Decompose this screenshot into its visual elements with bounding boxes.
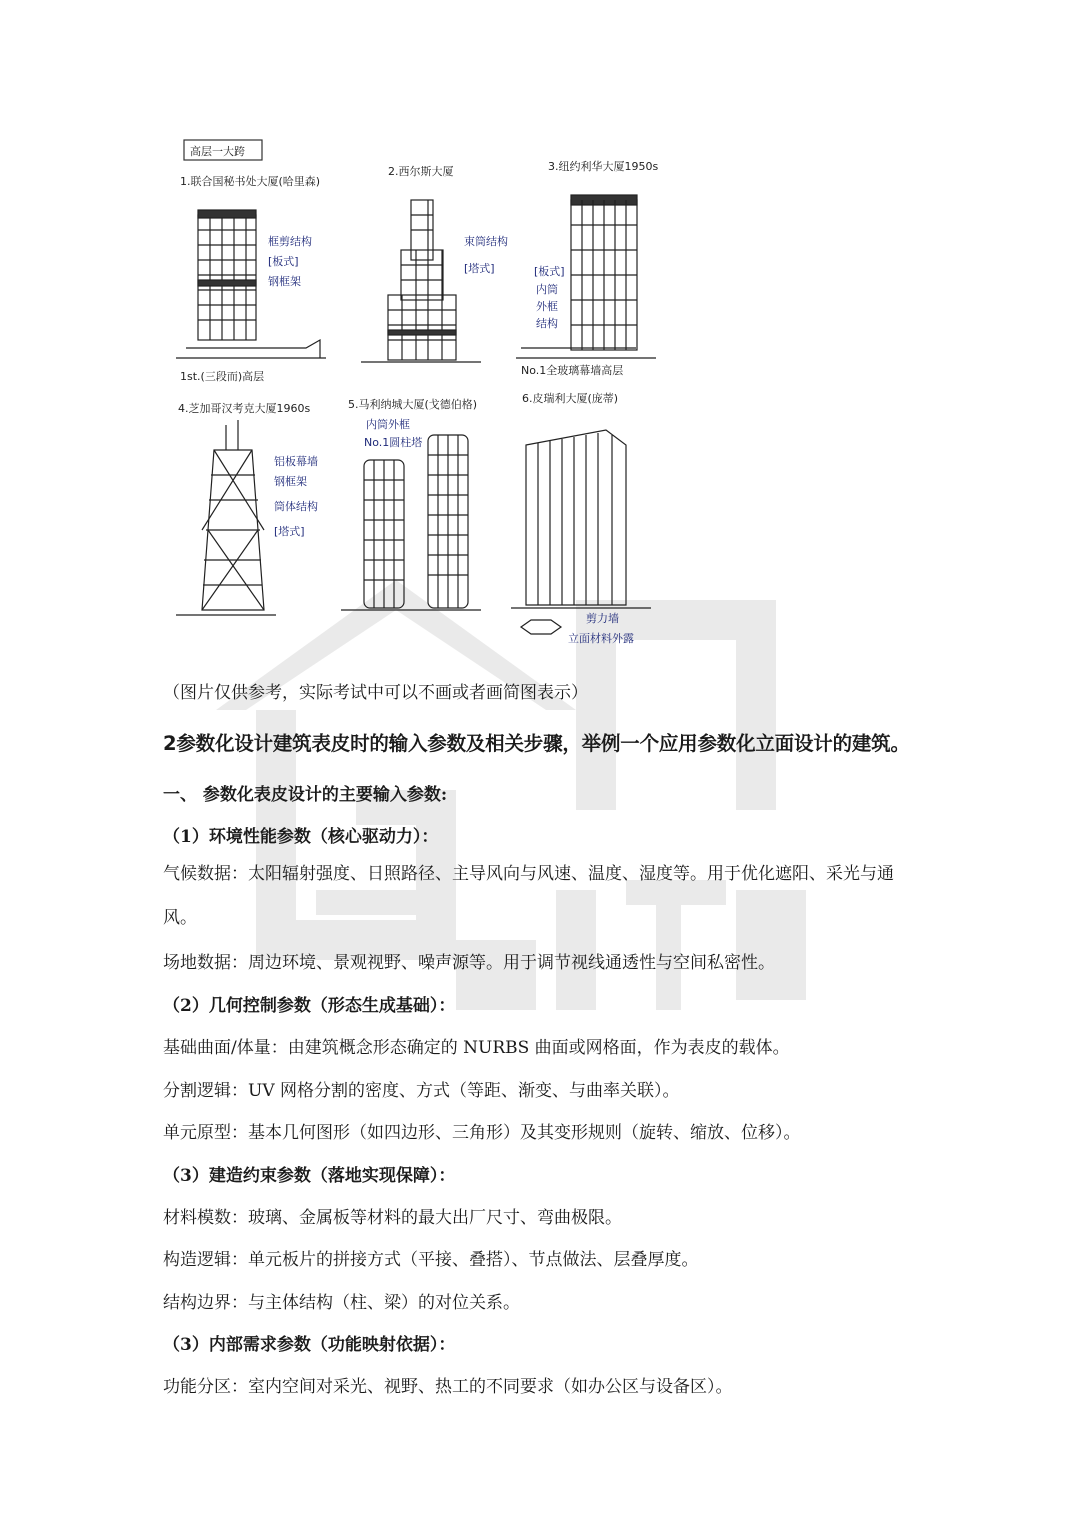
subsection-4-title: （3）内部需求参数（功能映射依据）： bbox=[163, 1335, 456, 1355]
structure-boundary-text: 结构边界：与主体结构（柱、梁）的对位关系。 bbox=[163, 1293, 520, 1313]
sketch-header: 高层一大跨 bbox=[190, 145, 245, 158]
sketch-note-5-2: No.1圆柱塔 bbox=[364, 436, 423, 449]
subsection-2-title: （2）几何控制参数（形态生成基础）： bbox=[163, 996, 456, 1016]
section-1-title: 一、 参数化表皮设计的主要输入参数: bbox=[163, 785, 448, 805]
unit-prototype-text: 单元原型：基本几何图形（如四边形、三角形）及其变形规则（旋转、缩放、位移）。 bbox=[163, 1123, 801, 1143]
subsection-3-title: （3）建造约束参数（落地实现保障）： bbox=[163, 1166, 456, 1186]
building-sketch-image bbox=[166, 130, 662, 655]
image-caption: （图片仅供参考，实际考试中可以不画或者画简图表示） bbox=[163, 683, 588, 703]
sketch-note-3-4: 结构 bbox=[536, 317, 558, 330]
climate-data-text: 气候数据：太阳辐射强度、日照路径、主导风向与风速、温度、湿度等。用于优化遮阳、采光与通风。 bbox=[163, 864, 894, 928]
sketch-note-4-2: 钢框架 bbox=[274, 475, 307, 488]
sketch-note-4-3: 筒体结构 bbox=[274, 500, 318, 513]
sketch-title-4: 4.芝加哥汉考克大厦1960s bbox=[178, 402, 311, 415]
sketch-note-1-3: 钢框架 bbox=[268, 275, 301, 288]
construction-logic-text: 构造逻辑：单元板片的拼接方式（平接、叠搭）、节点做法、层叠厚度。 bbox=[163, 1250, 699, 1270]
sketch-title-5: 5.马利纳城大厦(戈德伯格) bbox=[348, 398, 478, 411]
sketch-note-3-3: 外框 bbox=[536, 300, 558, 313]
sketch-title-3: 3.纽约利华大厦1950s bbox=[548, 160, 659, 173]
sketch-footer-1: 1st.(三段而)高层 bbox=[180, 370, 265, 383]
sketch-title-6: 6.皮瑞利大厦(庞蒂) bbox=[522, 392, 619, 405]
sketch-note-4-1: 铝板幕墙 bbox=[274, 455, 318, 468]
sketch-note-3-2: 内筒 bbox=[536, 283, 558, 296]
subsection-1-title: （1）环境性能参数（核心驱动力）： bbox=[163, 827, 439, 847]
sketch-note-1-1: 框剪结构 bbox=[268, 235, 312, 248]
sketch-note-1-2: [板式] bbox=[268, 255, 299, 268]
question-heading: 2参数化设计建筑表皮时的输入参数及相关步骤，举例一个应用参数化立面设计的建筑。 bbox=[163, 732, 910, 755]
function-zoning-text: 功能分区：室内空间对采光、视野、热工的不同要求（如办公区与设备区）。 bbox=[163, 1377, 733, 1397]
split-logic-text: 分割逻辑：UV 网格分割的密度、方式（等距、渐变、与曲率关联）。 bbox=[163, 1081, 680, 1101]
sketch-note-2-2: [塔式] bbox=[464, 262, 495, 275]
sketch-note-4-4: [塔式] bbox=[274, 525, 305, 538]
site-data-text: 场地数据：周边环境、景观视野、噪声源等。用于调节视线通透性与空间私密性。 bbox=[163, 953, 775, 973]
sketch-title-1: 1.联合国秘书处大厦(哈里森) bbox=[180, 175, 321, 188]
sketch-note-6-2: 立面材料外露 bbox=[568, 632, 634, 645]
sketch-footer-3: No.1全玻璃幕墙高层 bbox=[521, 364, 624, 377]
sketch-note-2-1: 束筒结构 bbox=[464, 235, 508, 248]
base-surface-text: 基础曲面/体量：由建筑概念形态确定的 NURBS 曲面或网格面，作为表皮的载体。 bbox=[163, 1038, 790, 1058]
sketch-note-3-1: [板式] bbox=[534, 265, 565, 278]
sketch-note-6-1: 剪力墙 bbox=[586, 612, 619, 625]
sketch-title-2: 2.西尔斯大厦 bbox=[388, 165, 454, 178]
sketch-note-5-1: 内筒外框 bbox=[366, 418, 410, 431]
material-module-text: 材料模数：玻璃、金属板等材料的最大出厂尺寸、弯曲极限。 bbox=[163, 1208, 622, 1228]
